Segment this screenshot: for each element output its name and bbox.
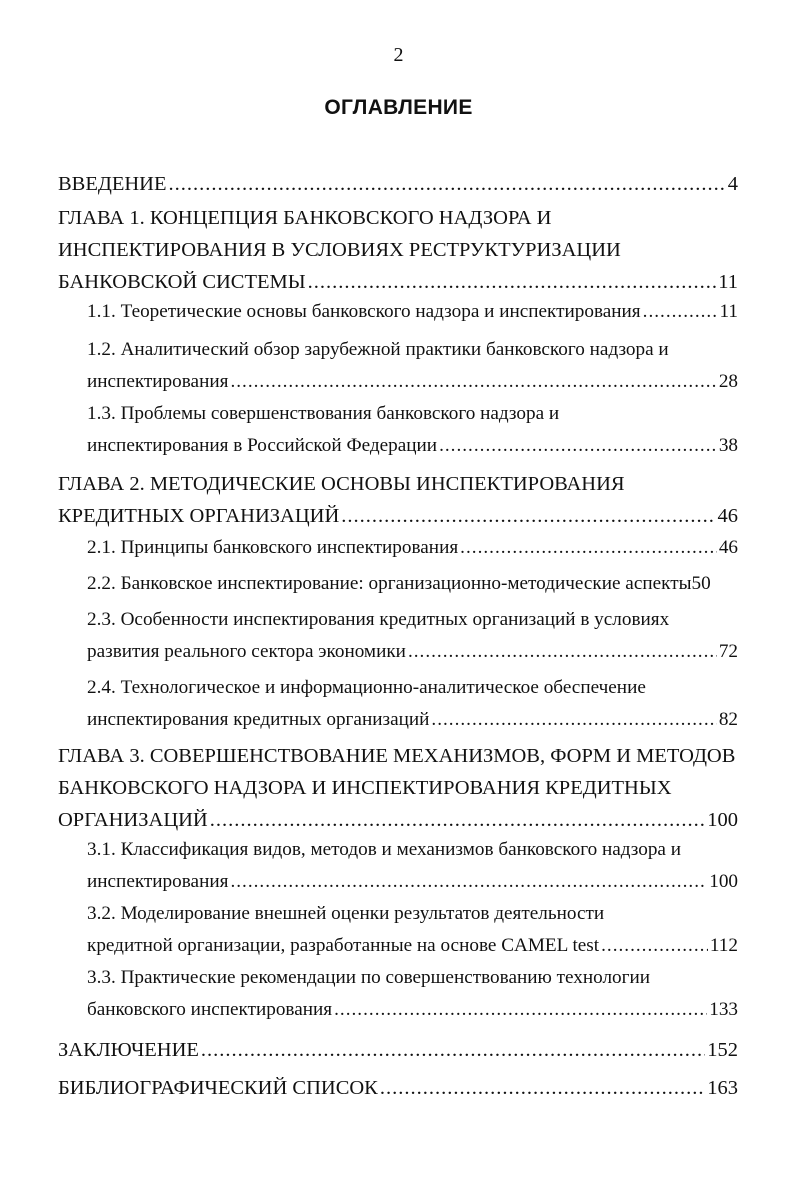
toc-entry-text: инспектирования	[87, 871, 229, 892]
toc-entry-section-1-3[interactable]	[87, 398, 738, 462]
dot-leader	[408, 636, 717, 668]
toc-entry-conclusion[interactable]	[58, 1034, 738, 1066]
toc-title: ОГЛАВЛЕНИЕ	[324, 96, 473, 119]
toc-entry-section-2-1[interactable]	[87, 532, 738, 564]
toc-page-number: 152	[707, 1039, 738, 1061]
toc-entry-line: ГЛАВА 2. МЕТОДИЧЕСКИЕ ОСНОВЫ ИНСПЕКТИРОВАНИЯ	[58, 473, 625, 495]
dot-leader	[308, 266, 717, 298]
toc-entry-section-2-2[interactable]	[87, 568, 767, 600]
toc-page-number: 163	[707, 1077, 738, 1099]
toc-entry-line: ИНСПЕКТИРОВАНИЯ В УСЛОВИЯХ РЕСТРУКТУРИЗАЦИИ	[58, 239, 621, 261]
dot-leader	[230, 366, 716, 398]
toc-entry-section-2-3[interactable]	[87, 604, 738, 668]
toc-entry-line: 3.1. Классификация видов, методов и механизмов банковского надзора и	[87, 839, 682, 860]
toc-page-number: 28	[718, 371, 738, 392]
toc-entry-section-1-2[interactable]	[87, 334, 738, 398]
toc-page-number: 46	[717, 505, 738, 527]
toc-page-number: 82	[718, 709, 738, 730]
toc-entry-section-3-1[interactable]	[87, 834, 738, 898]
toc-entry-text: 2.1. Принципы банковского инспектирования	[87, 537, 459, 558]
toc-page-number: 100	[709, 871, 738, 892]
toc-entry-text: банковского инспектирования	[87, 999, 333, 1020]
toc-entry-text: инспектирования кредитных организаций	[87, 709, 430, 730]
toc-entry-introduction[interactable]	[58, 168, 738, 200]
toc-entry-text: 1.1. Теоретические основы банковского надзора и инспектирования	[87, 301, 641, 322]
toc-entry-section-2-4[interactable]	[87, 672, 738, 736]
toc-entry-line: ГЛАВА 3. СОВЕРШЕНСТВОВАНИЕ МЕХАНИЗМОВ, ФОРМ И МЕТОДОВ	[58, 745, 736, 767]
toc-entry-chapter-2[interactable]	[58, 468, 738, 532]
toc-entry-line: 2.4. Технологическое и информационно-аналитическое обеспечение	[87, 677, 646, 698]
toc-entry-text: кредитной организации, разработанные на основе CAMEL test	[87, 935, 600, 956]
toc-entry-line: 3.2. Моделирование внешней оценки результатов деятельности	[87, 903, 605, 924]
toc-page-number: 11	[719, 301, 738, 322]
toc-entry-text: инспектирования в Российской Федерации	[87, 435, 438, 456]
toc-page-number: 11	[718, 271, 738, 293]
toc-page-number: 46	[718, 537, 738, 558]
dot-leader	[210, 804, 706, 836]
toc-entry-line: 3.3. Практические рекомендации по совершенствованию технологии	[87, 967, 651, 988]
dot-leader	[460, 532, 717, 564]
toc-entry-text: БАНКОВСКОЙ СИСТЕМЫ	[58, 271, 306, 293]
dot-leader	[643, 296, 718, 328]
toc-entry-text: ЗАКЛЮЧЕНИЕ	[58, 1039, 199, 1061]
page-number: 2	[393, 44, 404, 66]
toc-entry-text: 2.2. Банковское инспектирование: организационно-методические аспекты50	[87, 573, 711, 594]
toc-entry-text: ВВЕДЕНИЕ	[58, 173, 167, 195]
toc-page-number: 100	[707, 809, 738, 831]
dot-leader	[230, 866, 707, 898]
toc-entry-chapter-1[interactable]	[58, 202, 738, 298]
toc-entry-line: 2.3. Особенности инспектирования кредитных организаций в условиях	[87, 609, 670, 630]
dot-leader	[431, 704, 716, 736]
toc-entry-section-3-3[interactable]	[87, 962, 738, 1026]
dot-leader	[380, 1072, 705, 1104]
toc-entry-chapter-3[interactable]	[58, 740, 738, 836]
toc-page-number: 38	[718, 435, 738, 456]
toc-entry-line: ГЛАВА 1. КОНЦЕПЦИЯ БАНКОВСКОГО НАДЗОРА И	[58, 207, 552, 229]
toc-entry-text: ОРГАНИЗАЦИЙ	[58, 809, 208, 831]
dot-leader	[439, 430, 717, 462]
dot-leader	[601, 930, 708, 962]
dot-leader	[334, 994, 707, 1026]
dot-leader	[169, 168, 726, 200]
toc-entry-text: БИБЛИОГРАФИЧЕСКИЙ СПИСОК	[58, 1077, 378, 1099]
toc-page-number: 112	[709, 935, 738, 956]
toc-entry-text: развития реального сектора экономики	[87, 641, 406, 662]
toc-page-number: 4	[727, 173, 738, 195]
toc-entry-section-1-1[interactable]	[87, 296, 738, 328]
toc-entry-line: 1.3. Проблемы совершенствования банковского надзора и	[87, 403, 560, 424]
dot-leader	[201, 1034, 705, 1066]
toc-entry-text: инспектирования	[87, 371, 229, 392]
toc-entry-text: КРЕДИТНЫХ ОРГАНИЗАЦИЙ	[58, 505, 340, 527]
toc-entry-bibliography[interactable]	[58, 1072, 738, 1104]
toc-page-number: 72	[718, 641, 738, 662]
toc-entry-line: 1.2. Аналитический обзор зарубежной практики банковского надзора и	[87, 339, 669, 360]
dot-leader	[341, 500, 715, 532]
toc-page-number: 133	[709, 999, 738, 1020]
toc-entry-section-3-2[interactable]	[87, 898, 738, 962]
toc-entry-line: БАНКОВСКОГО НАДЗОРА И ИНСПЕКТИРОВАНИЯ КРЕДИТНЫХ	[58, 777, 672, 799]
